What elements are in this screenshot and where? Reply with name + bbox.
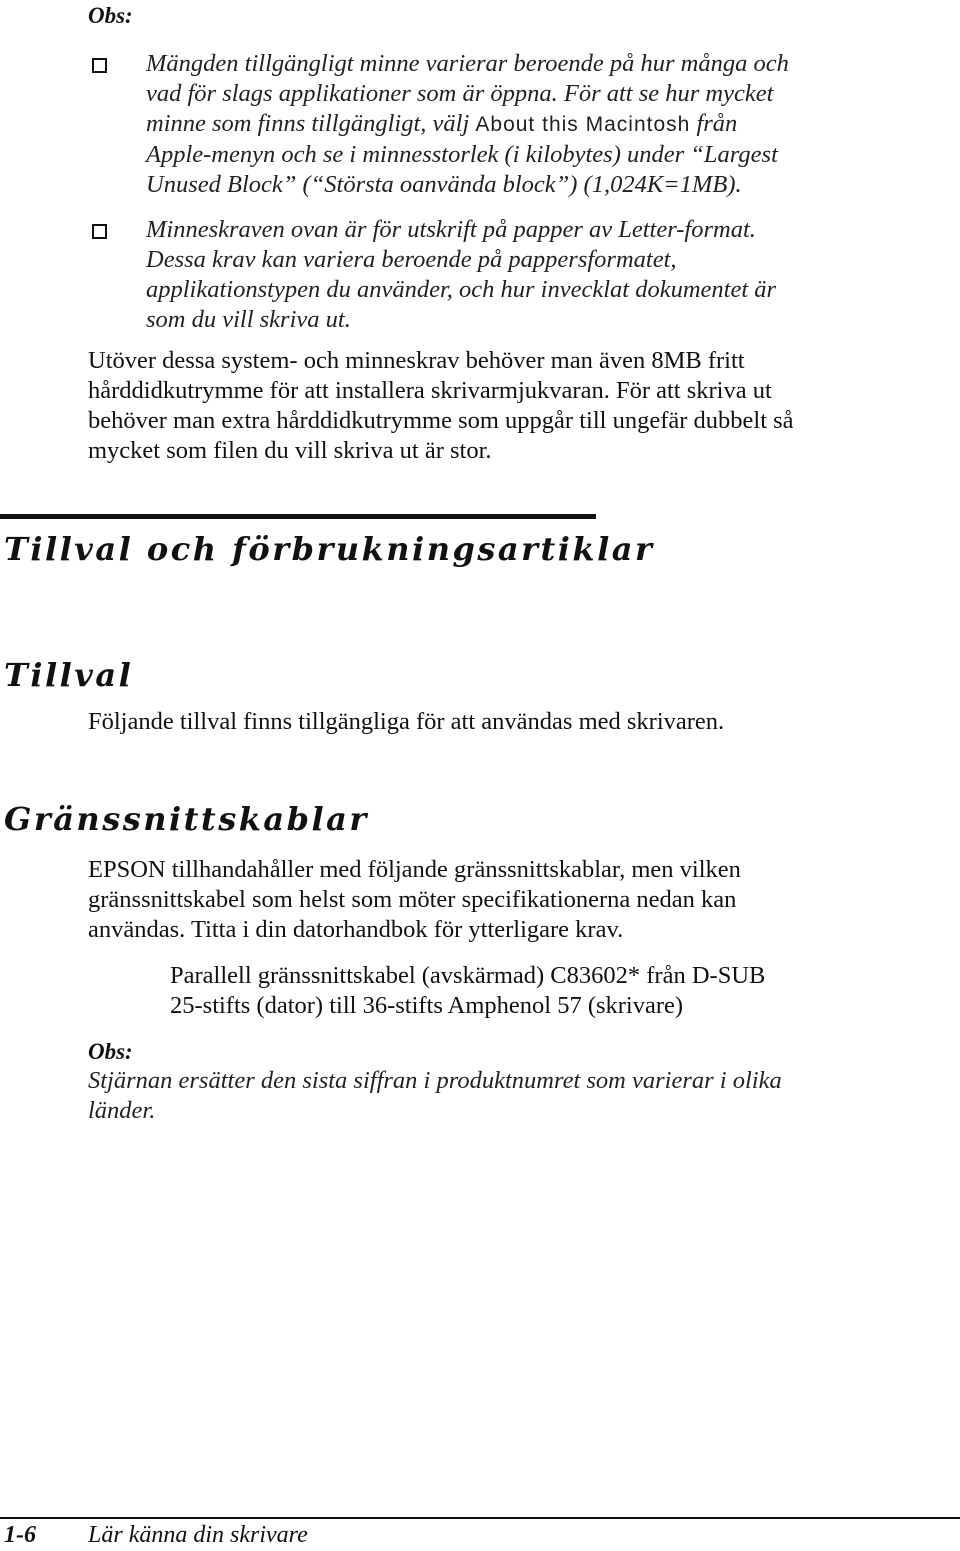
cable-spec-line-1: Parallell gränssnittskabel (avskärmad) C83602* från D-SUB — [170, 962, 766, 989]
note-bullet-2-line-4: som du vill skriva ut. — [146, 306, 351, 333]
note-bullet-2-line-1: Minneskraven ovan är för utskrift på papper av Letter-format. — [146, 216, 756, 243]
note-bullet-1-line-2: vad för slags applikationer som är öppna. För att se hur mycket — [146, 80, 774, 107]
interface-cables-heading: Gränssnittskablar — [4, 800, 369, 838]
note-bullet-1-line-3 — [146, 109, 946, 140]
section-rule — [0, 514, 596, 519]
section-title: Tillval och förbrukningsartiklar — [4, 530, 655, 568]
note-bullet-1-line-4: Apple-menyn och se i minnesstorlek (i kilobytes) under “Largest — [146, 141, 778, 168]
note-bullet-2-line-3: applikationstypen du använder, och hur invecklat dokumentet är — [146, 276, 777, 303]
footer-page-number: 1-6 — [4, 1522, 36, 1548]
tillval-heading: Tillval — [4, 656, 134, 694]
menu-item-about-this-macintosh: About this Macintosh — [475, 113, 691, 136]
note-label-top: Obs: — [88, 3, 133, 28]
footer-rule — [0, 1517, 960, 1519]
paragraph-disk-space — [88, 346, 948, 466]
paragraph-disk-line-4: mycket som filen du vill skriva ut är stor. — [88, 437, 492, 464]
note-bottom-text — [88, 1066, 948, 1126]
note-bullet-1-line-1: Mängden tillgängligt minne varierar beroende på hur många och — [146, 50, 789, 77]
note-bullet-1-line-3-start: minne som finns tillgängligt, välj — [146, 110, 476, 137]
checkbox-bullet-icon — [92, 224, 107, 239]
note-bullet-2 — [146, 215, 946, 335]
note-bullet-2-line-2: Dessa krav kan variera beroende på pappersformatet, — [146, 246, 677, 273]
interface-cables-line-2: gränssnittskabel som helst som möter specifikationerna nedan kan — [88, 886, 737, 913]
paragraph-disk-line-3: behöver man extra hårddidkutrymme som uppgår till ungefär dubbelt så — [88, 407, 794, 434]
note-bullet-1 — [146, 49, 946, 200]
paragraph-disk-line-1: Utöver dessa system- och minneskrav behöver man även 8MB fritt — [88, 347, 745, 374]
note-bottom-line-1: Stjärnan ersätter den sista siffran i produktnumret som varierar i olika — [88, 1067, 782, 1094]
tillval-text: Följande tillval finns tillgängliga för att användas med skrivaren. — [88, 708, 725, 735]
paragraph-disk-line-2: hårddidkutrymme för att installera skrivarmjukvaran. För att skriva ut — [88, 377, 772, 404]
note-label-bottom: Obs: — [88, 1039, 133, 1064]
cable-spec-line-2: 25-stifts (dator) till 36-stifts Amphenol 57 (skrivare) — [170, 992, 684, 1019]
interface-cables-line-3: användas. Titta i din datorhandbok för ytterligare krav. — [88, 916, 624, 943]
cable-spec — [170, 961, 950, 1021]
footer-chapter-title: Lär känna din skrivare — [88, 1522, 308, 1548]
checkbox-bullet-icon — [92, 58, 107, 73]
note-bullet-1-line-5: Unused Block” (“Största oanvända block”) (1,024K=1MB). — [146, 171, 742, 198]
note-bottom-line-2: länder. — [88, 1097, 156, 1124]
interface-cables-paragraph — [88, 855, 948, 945]
interface-cables-line-1: EPSON tillhandahåller med följande gränssnittskablar, men vilken — [88, 856, 741, 883]
note-bullet-1-line-3-end: från — [690, 110, 738, 137]
